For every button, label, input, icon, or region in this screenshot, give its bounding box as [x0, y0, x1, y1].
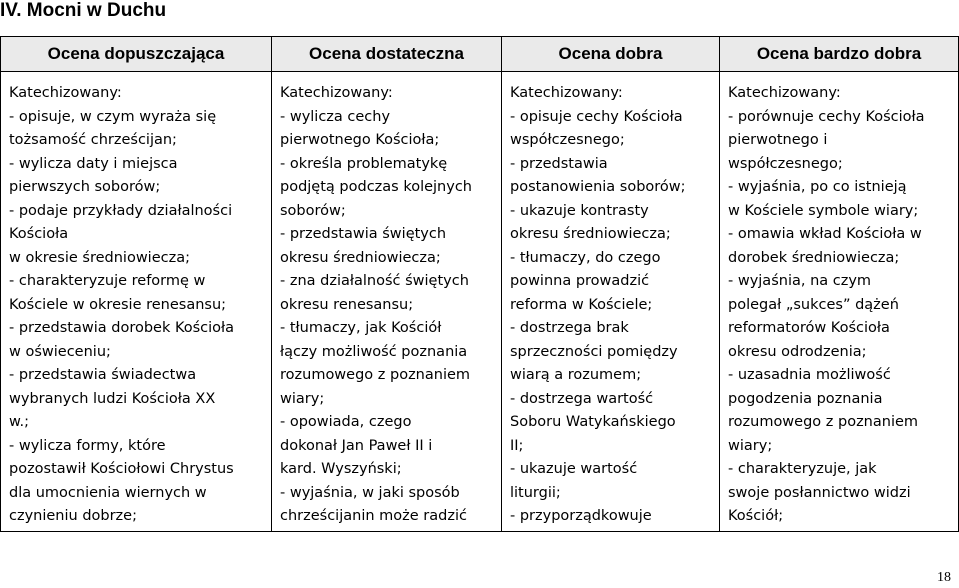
requirement-line: podjętą podczas kolejnych — [280, 179, 472, 195]
requirement-line: - ukazuje kontrasty — [510, 202, 649, 219]
requirement-line: pierwotnego i — [728, 132, 828, 148]
cell-title: Katechizowany: — [728, 85, 841, 101]
requirement-line: - wylicza formy, które — [9, 437, 166, 454]
requirement-line: postanowienia soborów; — [510, 179, 686, 195]
page-number: 18 — [937, 570, 951, 585]
cell-title: Katechizowany: — [280, 85, 393, 101]
requirement-line: wybranych ludzi Kościoła XX — [9, 390, 216, 407]
requirement-line: okresu renesansu; — [280, 296, 414, 313]
requirement-line: dokonał Jan Paweł II i — [280, 437, 433, 454]
header-row — [1, 37, 959, 72]
requirement-line: - porównuje cechy Kościoła — [728, 108, 925, 125]
section-title: IV. Mocni w Duchu — [0, 0, 167, 21]
column-header: Ocena dobra — [502, 37, 720, 72]
requirement-line: wiary; — [280, 390, 325, 407]
requirement-line: wiary; — [728, 437, 773, 454]
requirement-line: - tłumaczy, do czego — [510, 249, 661, 266]
requirement-line: w oświeceniu; — [9, 343, 111, 360]
requirement-line: - podaje przykłady działalności — [9, 202, 233, 219]
requirement-line: dorobek średniowiecza; — [728, 249, 900, 266]
requirement-line: pierwotnego Kościoła; — [280, 132, 440, 148]
requirement-line: czynieniu dobrze; — [9, 508, 137, 524]
requirement-line: okresu średniowiecza; — [280, 249, 441, 266]
requirement-line: - ukazuje wartość — [510, 461, 638, 477]
requirement-line: swoje posłannictwo widzi — [728, 484, 911, 501]
requirements-list — [280, 106, 501, 529]
requirement-line: łączy możliwość poznania — [280, 343, 468, 360]
requirement-line: pogodzenia poznania — [728, 390, 883, 407]
requirement-line: - dostrzega wartość — [510, 390, 654, 407]
requirement-line: Kościele w okresie renesansu; — [9, 296, 227, 313]
requirement-line: - wyjaśnia, w jaki sposób — [280, 484, 460, 501]
requirement-line: - uzasadnia możliwość — [728, 367, 891, 383]
requirement-line: - wyjaśnia, po co istnieją — [728, 179, 907, 195]
requirements-row — [1, 72, 959, 532]
requirement-line: - charakteryzuje, jak — [728, 461, 877, 477]
requirement-line: sprzeczności pomiędzy — [510, 343, 678, 360]
requirement-line: liturgii; — [510, 484, 561, 501]
requirement-line: - przedstawia świadectwa — [9, 367, 197, 383]
requirement-line: kard. Wyszyński; — [280, 461, 402, 477]
requirement-line: polegał „sukces” dążeń — [728, 296, 899, 313]
requirement-line: - wyjaśnia, na czym — [728, 273, 872, 289]
requirement-line: - przedstawia — [510, 155, 608, 172]
requirement-line: tożsamość chrześcijan; — [9, 132, 177, 148]
cell-title: Katechizowany: — [9, 85, 122, 101]
requirement-line: - wylicza daty i miejsca — [9, 155, 178, 172]
grading-table — [0, 36, 959, 532]
requirement-line: pozostawił Kościołowi Chrystus — [9, 461, 234, 477]
cell-title: Katechizowany: — [510, 85, 623, 101]
requirements-cell — [502, 72, 720, 532]
requirement-line: chrześcijanin może radzić — [280, 508, 467, 524]
requirement-line: - przedstawia dorobek Kościoła — [9, 320, 235, 336]
requirements-list — [728, 106, 958, 529]
requirements-cell — [1, 72, 272, 532]
requirement-line: współczesnego; — [728, 155, 843, 172]
requirement-line: - przyporządkowuje — [510, 508, 652, 524]
requirement-line: okresu średniowiecza; — [510, 226, 671, 242]
column-header: Ocena dostateczna — [272, 37, 502, 72]
requirement-line: soborów; — [280, 202, 346, 219]
requirement-line: - zna działalność świętych — [280, 273, 469, 289]
requirement-line: pierwszych soborów; — [9, 179, 161, 195]
requirements-cell — [720, 72, 959, 532]
requirement-line: powinna prowadzić — [510, 273, 650, 289]
requirement-line: - określa problematykę — [280, 155, 448, 172]
requirement-line: - opisuje cechy Kościoła — [510, 108, 683, 125]
column-header: Ocena dopuszczająca — [1, 37, 272, 72]
requirement-line: w okresie średniowiecza; — [9, 249, 190, 266]
requirement-line: rozumowego z poznaniem — [728, 414, 919, 430]
column-header: Ocena bardzo dobra — [720, 37, 959, 72]
requirement-line: - opisuje, w czym wyraża się — [9, 108, 217, 125]
requirement-line: wiarą a rozumem; — [510, 367, 642, 383]
requirements-list — [510, 106, 719, 529]
requirement-line: Soboru Watykańskiego — [510, 414, 676, 430]
requirement-line: dla umocnienia wiernych w — [9, 484, 207, 501]
requirement-line: - wylicza cechy — [280, 108, 391, 125]
requirements-list — [9, 106, 271, 529]
requirement-line: współczesnego; — [510, 132, 625, 148]
requirement-line: Kościół; — [728, 508, 784, 524]
requirement-line: w.; — [9, 414, 30, 430]
requirement-line: - charakteryzuje reformę w — [9, 273, 206, 289]
requirement-line: reforma w Kościele; — [510, 296, 653, 313]
requirement-line: - tłumaczy, jak Kościół — [280, 320, 442, 336]
requirement-line: okresu odrodzenia; — [728, 343, 867, 360]
requirement-line: w Kościele symbole wiary; — [728, 202, 919, 219]
requirement-line: - omawia wkład Kościoła w — [728, 226, 922, 242]
requirement-line: - przedstawia świętych — [280, 226, 447, 242]
requirement-line: - dostrzega brak — [510, 320, 629, 336]
requirement-line: II; — [510, 437, 524, 454]
requirement-line: Kościoła — [9, 226, 69, 242]
requirement-line: reformatorów Kościoła — [728, 320, 890, 336]
requirements-cell — [272, 72, 502, 532]
requirement-line: rozumowego z poznaniem — [280, 367, 471, 383]
requirement-line: - opowiada, czego — [280, 414, 412, 430]
